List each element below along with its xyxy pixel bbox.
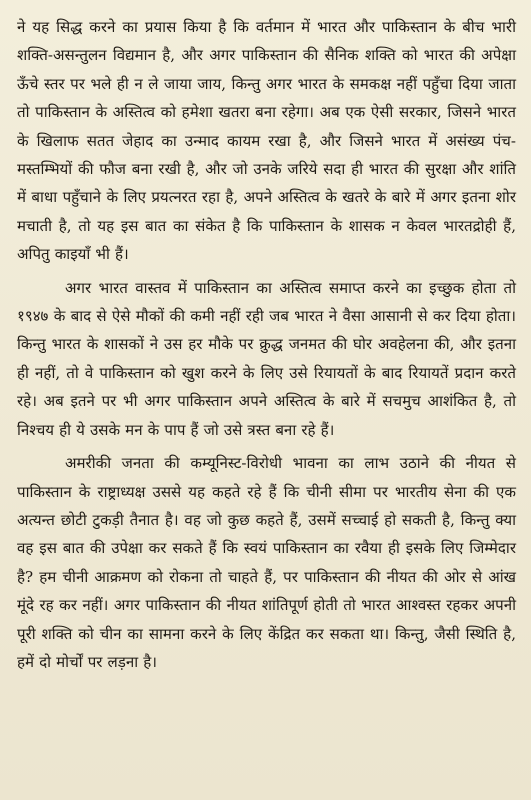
paragraph-3: अमरीकी जनता की कम्यूनिस्ट-विरोधी भावना का लाभ उठाने की नीयत से पाकिस्तान के राष्ट्राध्यक्ष उससे यह कहते रहे हैं कि चीनी सीमा पर भारतीय सेना की एक अत्यन्त छोटी टुकड़ी तैनात है। वह जो कुछ कहते हैं, उसमें सच्चाई हो सकती है, किन्तु क्या वह इस बात की उपेक्षा कर सकते हैं कि स्वयं पाकिस्तान का रवैया ही इसके लिए जिम्मेदार है? हम चीनी आक्रमण को रोकना तो चाहते हैं, पर पाकिस्तान की नीयत की ओर से आंख मूंदे रह कर नहीं। अगर पाकिस्तान की नीयत शांतिपूर्ण होती तो भारत आश्वस्त रहकर अपनी पूरी शक्ति को चीन का सामना करने के लिए केंद्रित कर सकता था। किन्तु, जैसी स्थिति है, हमें दो मोर्चों पर लड़ना है। (17, 454, 516, 671)
paragraph-1: ने यह सिद्ध करने का प्रयास किया है कि वर्तमान में भारत और पाकिस्तान के बीच भारी शक्ति-असन्तुलन विद्यमान है, और अगर पाकिस्तान की सैनिक शक्ति को भारत की अपेक्षा ऊँचे स्तर पर भले ही न ले जाया जाय, किन्तु अगर भारत के समकक्ष नहीं पहुँचा दिया जाता तो पाकिस्तान के अस्तित्व को हमेशा खतरा बना रहेगा। अब एक ऐसी सरकार, जिसने भारत के खिलाफ सतत जेहाद का उन्माद कायम रखा है, और जिसने भारत में असंख्य पंच-मस्तम्भियों की फौज बना रखी है, और जो उनके जरिये सदा ही भारत की सुरक्षा और शांति में बाधा पहुँचाने के लिए प्रयत्नरत रहा है, अपने अस्तित्व के खतरे के बारे में अगर इतना शोर मचाती है, तो यह इस बात का संकेत है कि पाकिस्तान के शासक न केवल भारतद्रोही हैं, अपितु काइयाँ भी हैं। (17, 18, 516, 264)
paragraph-2: अगर भारत वास्तव में पाकिस्तान का अस्तित्व समाप्त करने का इच्छुक होता तो १९४७ के बाद से ऐसे मौकों की कमी नहीं रही जब भारत ने वैसा आसानी से कर दिया होता। किन्तु भारत के शासकों ने उस हर मौके पर क्रुद्ध जनमत की घोर अवहेलना की, और इतना ही नहीं, तो वे पाकिस्तान को खुश करने के लिए उसे रियायतों के बाद रियायतें प्रदान करते रहे। अब इतने पर भी अगर पाकिस्तान अपने अस्तित्व के बारे में सचमुच आशंकित है, तो निश्चय ही ये उसके मन के पाप हैं जो उसे त्रस्त बना रहे हैं। (17, 278, 516, 439)
